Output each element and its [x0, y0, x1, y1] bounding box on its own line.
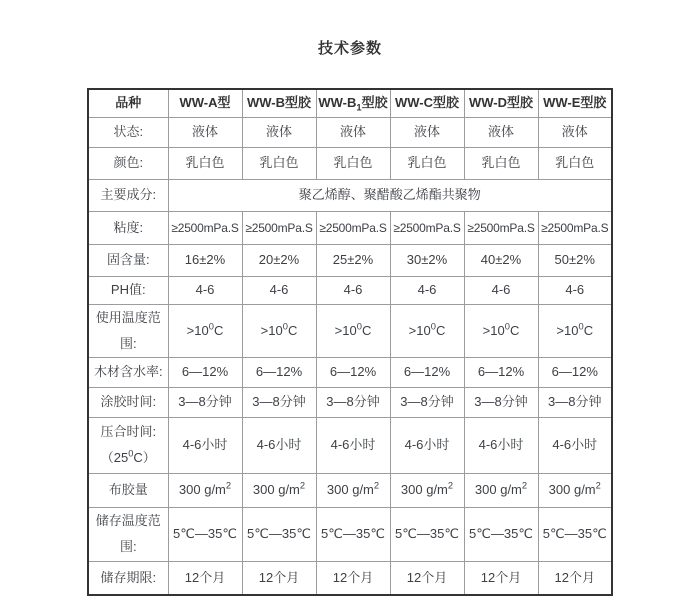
- value-cell: 3—8分钟: [390, 387, 464, 417]
- value-cell: 5℃—35℃: [242, 507, 316, 561]
- value-cell: 6—12%: [538, 357, 612, 387]
- value-cell: 液体: [464, 117, 538, 147]
- row-label-glue-amount: 布胶量: [88, 473, 168, 507]
- value-cell: 液体: [390, 117, 464, 147]
- value-cell: 液体: [538, 117, 612, 147]
- col-header-ww-c: WW-C型胶: [390, 89, 464, 117]
- header-row: [88, 89, 612, 117]
- value-cell: 6—12%: [168, 357, 242, 387]
- col-header-ww-b1: $WW-B_1$型胶: [316, 89, 390, 117]
- value-cell: 液体: [316, 117, 390, 147]
- value-cell: 12个月: [390, 561, 464, 595]
- row-label-viscosity: 粘度:: [88, 211, 168, 244]
- value-cell: 6—12%: [316, 357, 390, 387]
- value-cell: 16±2%: [168, 244, 242, 276]
- row-storage-temp-range: [88, 507, 612, 561]
- value-cell: 5℃—35℃: [464, 507, 538, 561]
- col-header-ww-d: WW-D型胶: [464, 89, 538, 117]
- value-cell: ≥2500mPa.S: [316, 211, 390, 244]
- value-cell: 30±2%: [390, 244, 464, 276]
- value-cell: 300 $g/m^2$: [538, 473, 612, 507]
- value-cell: 乳白色: [464, 147, 538, 179]
- value-cell: 4-6小时: [538, 417, 612, 473]
- row-label-solid-content: 固含量:: [88, 244, 168, 276]
- row-composition: [88, 179, 612, 211]
- value-cell: ≥2500mPa.S: [168, 211, 242, 244]
- value-cell: 5℃—35℃: [168, 507, 242, 561]
- row-state: [88, 117, 612, 147]
- col-header-variety: 品种: [88, 89, 168, 117]
- value-cell: $>10^0C$: [316, 304, 390, 357]
- tech-params-table: [87, 88, 613, 596]
- value-cell: 300 $g/m^2$: [168, 473, 242, 507]
- value-cell: 4-6: [538, 276, 612, 304]
- row-color: [88, 147, 612, 179]
- row-label-gluing-time: 涂胶时间:: [88, 387, 168, 417]
- value-cell: 3—8分钟: [316, 387, 390, 417]
- value-cell: 40±2%: [464, 244, 538, 276]
- value-cell: ≥2500mPa.S: [464, 211, 538, 244]
- value-cell: ≥2500mPa.S: [538, 211, 612, 244]
- page-title: 技术参数: [317, 40, 382, 57]
- row-viscosity: [88, 211, 612, 244]
- value-cell: 300 $g/m^2$: [464, 473, 538, 507]
- value-cell: 4-6: [242, 276, 316, 304]
- col-header-ww-a: WW-A型: [168, 89, 242, 117]
- value-cell: 50±2%: [538, 244, 612, 276]
- value-cell: $>10^0C$: [242, 304, 316, 357]
- row-label-storage-temp-range: 储存温度范围:: [88, 507, 168, 561]
- value-cell: $>10^0C$: [538, 304, 612, 357]
- value-cell: 3—8分钟: [168, 387, 242, 417]
- value-cell: 乳白色: [390, 147, 464, 179]
- col-header-ww-e: WW-E型胶: [538, 89, 612, 117]
- row-gluing-time: [88, 387, 612, 417]
- row-glue-amount: [88, 473, 612, 507]
- value-cell: 5℃—35℃: [390, 507, 464, 561]
- value-cell: 6—12%: [390, 357, 464, 387]
- value-cell: 300 $g/m^2$: [242, 473, 316, 507]
- value-cell: 5℃—35℃: [316, 507, 390, 561]
- value-cell: 12个月: [464, 561, 538, 595]
- row-label-storage-period: 储存期限:: [88, 561, 168, 595]
- value-cell: 4-6: [390, 276, 464, 304]
- value-cell: 3—8分钟: [538, 387, 612, 417]
- row-press-time: [88, 417, 612, 473]
- value-cell: 6—12%: [242, 357, 316, 387]
- value-cell: 4-6: [464, 276, 538, 304]
- row-label-state: 状态:: [88, 117, 168, 147]
- row-label-wood-moisture: 木材含水率:: [88, 357, 168, 387]
- value-cell: 4-6小时: [464, 417, 538, 473]
- value-cell: 乳白色: [538, 147, 612, 179]
- row-label-usage-temp-range: 使用温度范围:: [88, 304, 168, 357]
- row-storage-period: [88, 561, 612, 595]
- value-cell: 12个月: [242, 561, 316, 595]
- value-cell: 4-6小时: [390, 417, 464, 473]
- value-cell: 300 $g/m^2$: [316, 473, 390, 507]
- row-ph: [88, 276, 612, 304]
- value-cell: 乳白色: [316, 147, 390, 179]
- value-cell: 乳白色: [168, 147, 242, 179]
- value-cell: 6—12%: [464, 357, 538, 387]
- value-cell: 300 $g/m^2$: [390, 473, 464, 507]
- composition-value-cell: 聚乙烯醇、聚醋酸乙烯酯共聚物: [168, 179, 612, 211]
- value-cell: 乳白色: [242, 147, 316, 179]
- row-wood-moisture: [88, 357, 612, 387]
- value-cell: ≥2500mPa.S: [390, 211, 464, 244]
- row-label-ph: PH值:: [88, 276, 168, 304]
- value-cell: 液体: [242, 117, 316, 147]
- value-cell: 20±2%: [242, 244, 316, 276]
- value-cell: 4-6: [168, 276, 242, 304]
- value-cell: ≥2500mPa.S: [242, 211, 316, 244]
- value-cell: $>10^0C$: [390, 304, 464, 357]
- value-cell: $>10^0C$: [464, 304, 538, 357]
- row-label-press-time: 压合时间: $(25^0C)$: [88, 417, 168, 473]
- row-solid-content: [88, 244, 612, 276]
- value-cell: 12个月: [538, 561, 612, 595]
- value-cell: 25±2%: [316, 244, 390, 276]
- value-cell: 12个月: [168, 561, 242, 595]
- value-cell: 4-6小时: [168, 417, 242, 473]
- value-cell: 4-6小时: [242, 417, 316, 473]
- value-cell: $>10^0C$: [168, 304, 242, 357]
- value-cell: 3—8分钟: [464, 387, 538, 417]
- col-header-ww-b: WW-B型胶: [242, 89, 316, 117]
- row-label-composition: 主要成分:: [88, 179, 168, 211]
- row-label-color: 颜色:: [88, 147, 168, 179]
- value-cell: 3—8分钟: [242, 387, 316, 417]
- value-cell: 5℃—35℃: [538, 507, 612, 561]
- value-cell: 4-6: [316, 276, 390, 304]
- value-cell: 液体: [168, 117, 242, 147]
- value-cell: 4-6小时: [316, 417, 390, 473]
- row-usage-temp-range: [88, 304, 612, 357]
- value-cell: 12个月: [316, 561, 390, 595]
